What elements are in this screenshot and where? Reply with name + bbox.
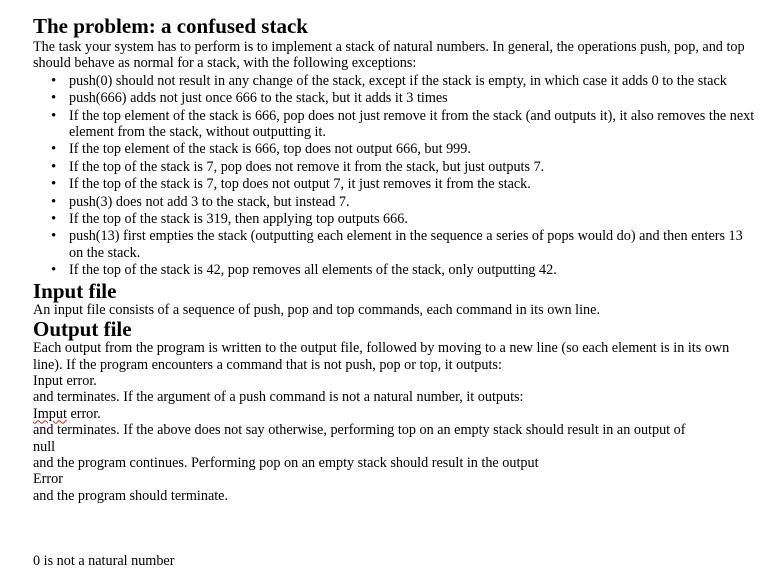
output-null: null: [33, 438, 56, 455]
list-item: • push(0) should not result in any change of the stack, except if the stack is empty, in which case it adds 0 to the stack: [69, 73, 755, 89]
list-item: • If the top element of the stack is 666, top does not output 666, but 999.: [69, 141, 755, 157]
footnote: 0 is not a natural number: [33, 553, 175, 569]
output-terminates-2: and terminates. If the above does not say otherwise, performing top on an empty stack should result in an output of: [33, 422, 686, 439]
list-item: • If the top element of the stack is 666, pop does not just remove it from the stack (and outputs it), it also removes the next element from the stack, without outputting it.: [69, 108, 755, 141]
output-imput-error: [33, 406, 755, 422]
output-terminates-1: and terminates. If the argument of a push command is not a natural number, it outputs:: [33, 389, 524, 406]
list-item: • If the top of the stack is 42, pop removes all elements of the stack, only outputting 42.: [69, 262, 755, 278]
list-item: • If the top of the stack is 7, pop does not remove it from the stack, but just outputs 7.: [69, 159, 755, 175]
input-file-heading: Input file: [33, 278, 117, 303]
output-file-heading: Output file: [33, 317, 132, 342]
list-item: • If the top of the stack is 7, top does not output 7, it just removes it from the stack.: [69, 176, 755, 192]
problem-intro: The task your system has to perform is to implement a stack of natural numbers. In general, the operations push, pop, and top should behave as normal for a stack, with the following exceptions:: [33, 39, 745, 72]
problem-heading: The problem: a confused stack: [33, 14, 308, 38]
exceptions-list: [33, 73, 755, 279]
list-item: • If the top of the stack is 319, then applying top outputs 666.: [69, 211, 755, 227]
output-continues: and the program continues. Performing pop on an empty stack should result in the output: [33, 454, 539, 471]
imput-error-rest: error.: [66, 405, 101, 422]
output-file-para: Each output from the program is written to the output file, followed by moving to a new line (so each element is in its own line). If the program encounters a command that is not push, pop or top, it outputs:: [33, 340, 730, 373]
list-item: • push(13) first empties the stack (outputting each element in the sequence a series of pops would do) and then enters 13 on the stack.: [69, 228, 755, 261]
output-error: Error: [33, 471, 63, 488]
misspelled-word: Imput: [33, 405, 67, 422]
output-terminate: and the program should terminate.: [33, 487, 229, 504]
list-item: • push(666) adds not just once 666 to the stack, but it adds it 3 times: [69, 90, 755, 106]
output-input-error: Input error.: [33, 372, 97, 389]
input-file-text: An input file consists of a sequence of push, pop and top commands, each command in its own line.: [33, 301, 600, 318]
list-item: • push(3) does not add 3 to the stack, but instead 7.: [69, 194, 755, 210]
